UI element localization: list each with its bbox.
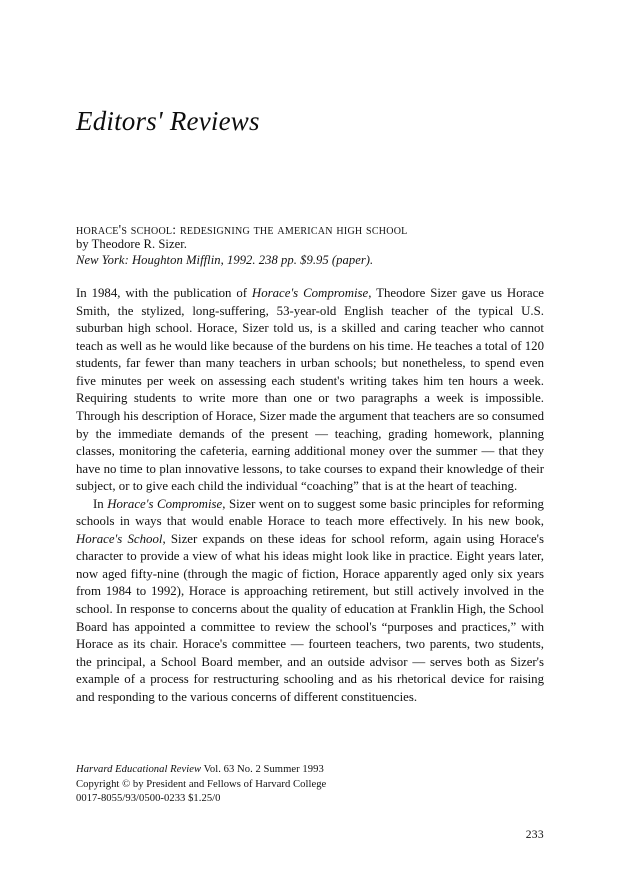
citation-author: by Theodore R. Sizer.: [76, 237, 187, 252]
paragraph-2-text-3: , Sizer expands on these ideas for school reform, again using Horace's character to provide a view of what his ideas might look like in practice. Eight years later, now aged fifty-nine (through the magic of fiction, Horace apparently aged only six years from 1984 to 1992), Horace is approaching retirement, but still actively involved in the school. In response to concerns about the quality of education at Franklin High, the School Board has appointed a committee to review the school's “purposes and practices,” with Horace as its chair. Horace's committee — fourteen teachers, two parents, two students, the principal, a School Board member, and an outside advisor — serves both as Sizer's example of a process for restructuring schooling and as his rhetorical device for raising and responding to the various concerns of different constituencies.: [76, 531, 544, 704]
paragraph-2-text-2: , Sizer went on to suggest some basic principles for reforming schools in ways that would enable Horace to teach more effectively. In his new book,: [76, 496, 544, 529]
review-body: [76, 285, 544, 706]
footer-issn: 0017-8055/93/0500-0233 $1.25/0: [76, 793, 221, 805]
book-citation: [76, 222, 544, 269]
footer-journal-issue: Vol. 63 No. 2 Summer 1993: [201, 764, 324, 775]
paragraph-1-book-title-1: Horace's Compromise: [251, 286, 369, 301]
review-paragraph-1: [76, 285, 544, 496]
page-footer: [76, 763, 326, 807]
review-paragraph-2: [76, 496, 544, 707]
paragraph-2-text-1: In: [93, 496, 108, 511]
citation-publication: New York: Houghton Mifflin, 1992. 238 pp. $9.95 (paper).: [76, 252, 374, 267]
footer-journal-line: [76, 763, 326, 778]
footer-copyright: Copyright © by President and Fellows of Harvard College: [76, 778, 327, 790]
citation-title: horace's school: redesigning the american high school: [76, 221, 408, 237]
paragraph-2-book-title-2: Horace's School: [76, 531, 163, 546]
paragraph-1-text-1: In 1984, with the publication of: [76, 286, 252, 301]
page-number: 233: [525, 828, 544, 841]
paragraph-1-text-2: , Theodore Sizer gave us Horace Smith, the stylized, long-suffering, 53-year-old English teacher of the typical U.S. suburban high school. Horace, Sizer told us, is a skilled and caring teacher who cannot teach as well as he would like because of the burdens on his time. He teaches a total of 120 students, far fewer than many teachers in urban schools; but nonetheless, to spend even five minutes per week on assessing each student's writing takes him ten hours a week. Requiring students to write more than one or two paragraphs a week is impossible. Through his description of Horace, Sizer made the argument that teachers are so consumed by the immediate demands of the present — teaching, grading homework, planning classes, monitoring the cafeteria, earning additional money over the summer — that they have no time to plan innovative lessons, to take courses to expand their knowledge of their subject, or to give each child the individual “coaching” that is at the heart of teaching.: [76, 286, 544, 494]
paragraph-2-book-title-1: Horace's Compromise: [107, 496, 223, 511]
page-title: Editors' Reviews: [76, 106, 260, 136]
footer-journal-name: Harvard Educational Review: [76, 764, 202, 775]
